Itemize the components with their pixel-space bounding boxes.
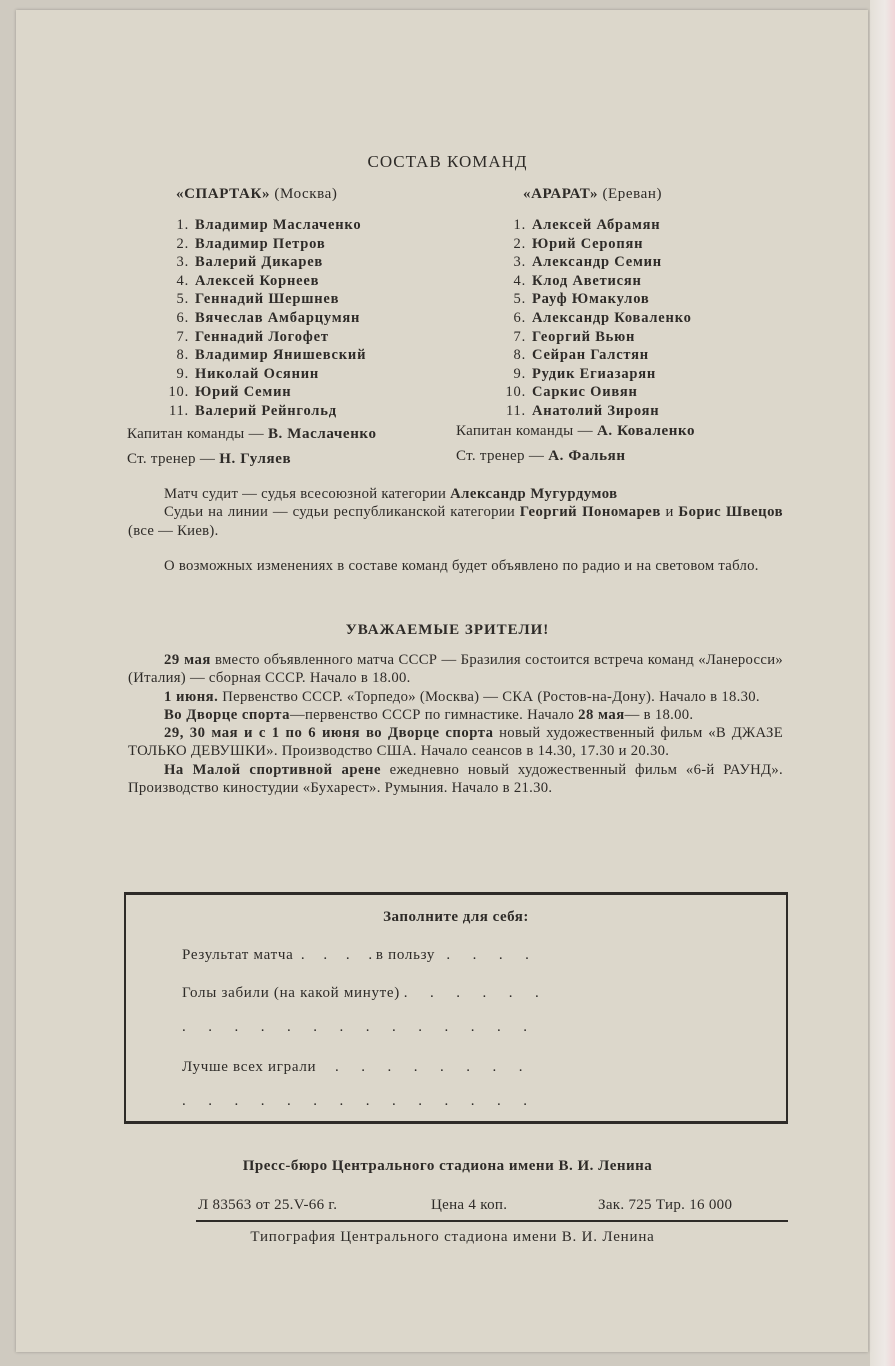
player-item: 8. Владимир Янишевский xyxy=(176,347,367,364)
blank-dotted-line: . . . . . . . . . . . . . . xyxy=(182,1019,527,1035)
divider xyxy=(196,1220,788,1222)
player-item: 1. Алексей Абрамян xyxy=(513,217,661,233)
player-item: 10. Юрий Семин xyxy=(168,384,292,401)
main-referee: Матч судит — судья всесоюзной категории Александр Мугурдумов xyxy=(164,486,618,502)
player-item: 6. Александр Коваленко xyxy=(513,309,692,326)
player-item: 7. Георгий Вьюн xyxy=(513,328,636,345)
print-run: Зак. 725 Тир. 16 000 xyxy=(598,1197,733,1213)
team-ararat-header xyxy=(523,186,662,203)
player-item: 3. Александр Семин xyxy=(513,254,662,271)
result-line: Результат матча . . . . в пользу . . . . xyxy=(182,947,529,963)
notice-item: На Малой спортивной арене ежедневно новый художественный фильм «6-й РАУНД». Производство киностудии «Бухарест». Румыния. Начало в 21.30. xyxy=(128,761,783,797)
player-item: 2. Юрий Серопян xyxy=(513,235,644,252)
team-city: (Москва) xyxy=(274,186,338,202)
player-item: 11. Валерий Рейнгольд xyxy=(169,402,337,419)
player-item: 2. Владимир Петров xyxy=(176,235,326,252)
form-title: Заполните для себя: xyxy=(383,909,529,925)
notice-item: Во Дворце спорта—первенство СССР по гимнастике. Начало 28 мая— в 18.00. xyxy=(164,706,694,723)
ararat-coach: Ст. тренер — А. Фальян xyxy=(456,448,626,464)
ararat-captain: Капитан команды — А. Коваленко xyxy=(456,423,696,439)
order-number: Л 83563 от 25.V-66 г. xyxy=(198,1197,338,1213)
printer: Типография Центрального стадиона имени В. И. Ленина xyxy=(250,1229,655,1245)
line-referees: Судьи на линии — судьи республиканской категории Георгий Пономарев и Борис Швецов (все — Киев). xyxy=(128,504,784,539)
notice-title: УВАЖАЕМЫЕ ЗРИТЕЛИ! xyxy=(345,622,550,638)
player-item: 5. Рауф Юмакулов xyxy=(513,291,650,308)
notice-item: 29, 30 мая и с 1 по 6 июня во Дворце спорта новый художественный фильм «В ДЖАЗЕ ТОЛЬКО ДЕВУШКИ». Производство США. Начало сеансов в 14.30, 17.30 и 20.30. xyxy=(128,725,783,760)
player-item: 6. Вячеслав Амбарцумян xyxy=(176,309,361,326)
notices-section xyxy=(128,651,783,797)
team-name: «СПАРТАК» xyxy=(176,186,271,202)
player-item: 11. Анатолий Зироян xyxy=(506,402,660,419)
page-title: СОСТАВ КОМАНД xyxy=(367,152,528,171)
player-item: 5. Геннадий Шершнев xyxy=(176,291,340,308)
best-players-line: Лучше всех играли . . . . . . . . xyxy=(182,1059,523,1075)
player-item: 9. Рудик Егиазарян xyxy=(513,365,657,382)
price: Цена 4 коп. xyxy=(431,1197,508,1213)
blank-dotted-line: . . . . . . . . . . . . . . xyxy=(182,1093,527,1109)
team-city: (Ереван) xyxy=(602,186,663,202)
referees-section xyxy=(128,485,783,540)
player-item: 10. Саркис Оивян xyxy=(505,384,638,401)
player-item: 3. Валерий Дикарев xyxy=(176,254,324,271)
fill-in-form xyxy=(124,892,788,1124)
player-item: 4. Алексей Корнеев xyxy=(176,272,320,289)
press-bureau: Пресс-бюро Центрального стадиона имени В. И. Ленина xyxy=(242,1158,653,1174)
notice-item: 1 июня. Первенство СССР. «Торпедо» (Москва) — СКА (Ростов-на-Дону). Начало в 18.30. xyxy=(164,688,760,705)
player-item: 7. Геннадий Логофет xyxy=(176,328,329,345)
spartak-coach: Ст. тренер — Н. Гуляев xyxy=(127,451,292,467)
team-spartak-header xyxy=(176,186,338,203)
notice-item: 29 мая вместо объявленного матча СССР — Бразилия состоится встреча команд «Ланеросси» (Италия) — сборная СССР. Начало в 18.00. xyxy=(128,652,784,687)
changes-note: О возможных изменениях в составе команд будет объявлено по радио и на световом табло. xyxy=(164,558,759,574)
team-name: «АРАРАТ» xyxy=(523,186,599,202)
spartak-captain: Капитан команды — В. Маслаченко xyxy=(127,426,377,442)
player-item: 9. Николай Осянин xyxy=(176,365,320,382)
player-item: 8. Сейран Галстян xyxy=(513,347,649,364)
player-item: 4. Клод Аветисян xyxy=(513,272,642,289)
spartak-lineup xyxy=(163,216,366,421)
player-item: 1. Владимир Маслаченко xyxy=(176,217,362,233)
goals-line: Голы забили (на какой минуте) . . . . . . xyxy=(182,985,539,1001)
ararat-lineup xyxy=(500,216,692,421)
